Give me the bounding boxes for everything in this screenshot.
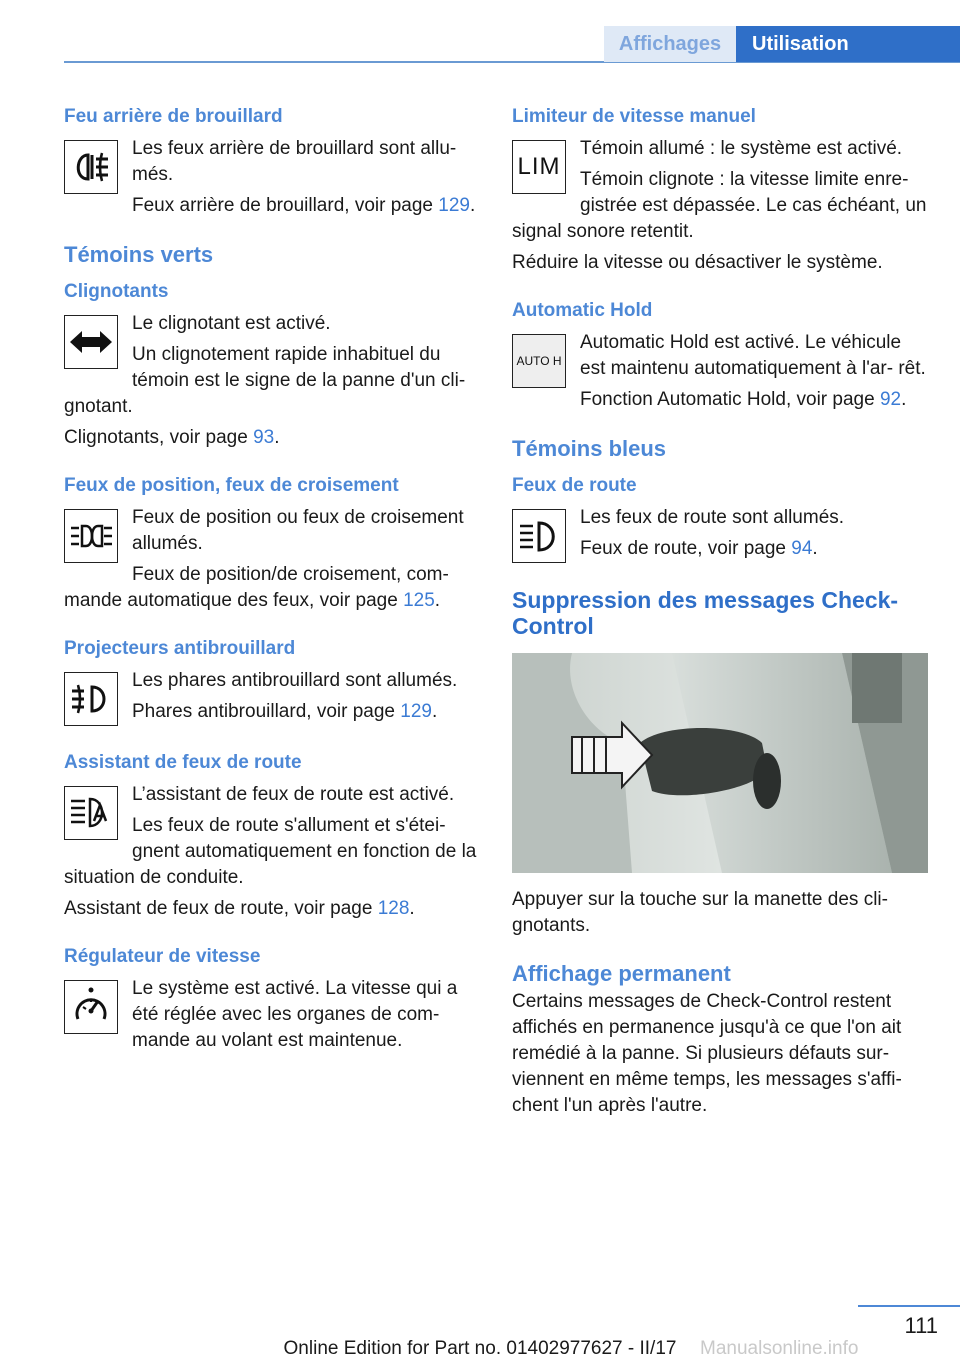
body-text: Les feux arrière de brouillard sont allu‐ més. — [132, 138, 457, 185]
page-number: 111 — [904, 1313, 938, 1338]
front-fog-light-icon — [64, 672, 118, 726]
section-title: Limiteur de vitesse manuel — [512, 106, 756, 127]
lim-label: LIM — [517, 153, 561, 180]
body-text: Le clignotant est activé. — [132, 313, 331, 334]
section-title: Automatic Hold — [512, 300, 653, 321]
footer-rule — [858, 1305, 960, 1307]
section-cruise-control — [64, 944, 480, 1054]
position-lights-icon — [64, 509, 118, 563]
high-beam-assistant-icon — [64, 786, 118, 840]
section-title: Feu arrière de brouillard — [64, 106, 283, 127]
body-text: Automatic Hold est activé. Le véhicule est maintenu automatiquement à l'ar‐ rêt. — [580, 332, 926, 379]
heading-check-control-suppression: Suppression des messages Check-Control — [512, 587, 899, 639]
section-high-beam — [512, 473, 928, 565]
section-title: Projecteurs antibrouillard — [64, 638, 296, 659]
body-text: Feux de position ou feux de croisement allumés. — [132, 507, 464, 554]
speed-limiter-icon — [512, 140, 566, 194]
body-text: Un clignotement rapide inhabituel du témoin est le signe de la panne d'un cli‐ gnotant. — [64, 344, 466, 417]
tab-affichages[interactable]: Affichages — [604, 26, 736, 62]
body-text: Réduire la vitesse ou désactiver le système. — [512, 252, 883, 273]
turn-signal-lever-illustration — [512, 653, 928, 873]
section-title: Régulateur de vitesse — [64, 946, 261, 967]
body-text: L’assistant de feux de route est activé. — [132, 784, 455, 805]
page-link[interactable]: 125 — [403, 590, 435, 611]
body-text: Témoin clignote : la vitesse limite enre‐ gistrée est dépassée. Le cas échéant, un signal sonore retentit. — [512, 169, 927, 242]
section-title: Assistant de feux de route — [64, 752, 302, 773]
reference-text: Feux de position/de croisement, com‐ mande automatique des feux, voir page 125. — [64, 564, 449, 611]
section-automatic-hold — [512, 298, 928, 413]
section-title: Clignotants — [64, 281, 169, 302]
right-column — [512, 104, 928, 1119]
body-text: Le système est activé. La vitesse qui a été réglée avec les organes de com‐ mande au volant est maintenue. — [132, 978, 458, 1051]
page-link[interactable]: 92 — [879, 389, 902, 410]
section-front-fog — [64, 636, 480, 728]
section-title: Feux de route — [512, 475, 637, 496]
heading-blue-indicators: Témoins bleus — [512, 436, 667, 461]
heading-green-indicators: Témoins verts — [64, 242, 214, 267]
page-link[interactable]: 93 — [253, 427, 275, 448]
section-turn-signals — [64, 279, 480, 451]
edition-text: Online Edition for Part no. 01402977627 - II/17 — [283, 1338, 677, 1359]
reference-text: Feux arrière de brouillard, voir page 129. — [132, 195, 476, 216]
body-text: Certains messages de Check-Control restent affichés en permanence jusqu'à ce que l'on ait remédié à la panne. Si plusieurs défauts sur‐ viennent en même temps, les messages s'affi‐ chent l'un après l'autre. — [512, 991, 902, 1116]
page-link[interactable]: 94 — [791, 538, 813, 559]
body-text: Les feux de route sont allumés. — [580, 507, 845, 528]
body-text: Les phares antibrouillard sont allumés. — [132, 670, 458, 691]
auto-hold-label: AUTO H — [516, 354, 562, 368]
rear-fog-light-icon — [64, 140, 118, 194]
reference-text: Assistant de feux de route, voir page 128. — [64, 898, 415, 919]
body-text: Les feux de route s'allument et s'étei‐ gnent automatiquement en fonction de la situation de conduite. — [64, 815, 477, 888]
tab-utilisation[interactable]: Utilisation — [736, 26, 960, 62]
reference-text: Phares antibrouillard, voir page 129. — [132, 701, 438, 722]
page-link[interactable]: 129 — [438, 195, 470, 216]
section-title: Feux de position, feux de croisement — [64, 475, 399, 496]
turn-signal-icon — [64, 315, 118, 369]
page-link[interactable]: 129 — [400, 701, 432, 722]
section-speed-limiter — [512, 104, 928, 276]
section-high-beam-assist — [64, 750, 480, 922]
reference-text: Clignotants, voir page 93. — [64, 427, 280, 448]
page-link[interactable]: 128 — [377, 898, 410, 919]
cruise-control-icon — [64, 980, 118, 1034]
photo-caption: Appuyer sur la touche sur la manette des cli‐ gnotants. — [512, 889, 888, 936]
auto-hold-icon — [512, 334, 566, 388]
left-column — [64, 104, 480, 1076]
section-position-lights — [64, 473, 480, 614]
section-rear-fog — [64, 104, 480, 219]
body-text: Témoin allumé : le système est activé. — [580, 138, 903, 159]
high-beam-icon — [512, 509, 566, 563]
reference-text: Fonction Automatic Hold, voir page 92. — [580, 389, 907, 410]
section-title-permanent-display: Affichage permanent — [512, 961, 731, 986]
reference-text: Feux de route, voir page 94. — [580, 538, 818, 559]
watermark: Manualsonline.info — [700, 1338, 859, 1359]
